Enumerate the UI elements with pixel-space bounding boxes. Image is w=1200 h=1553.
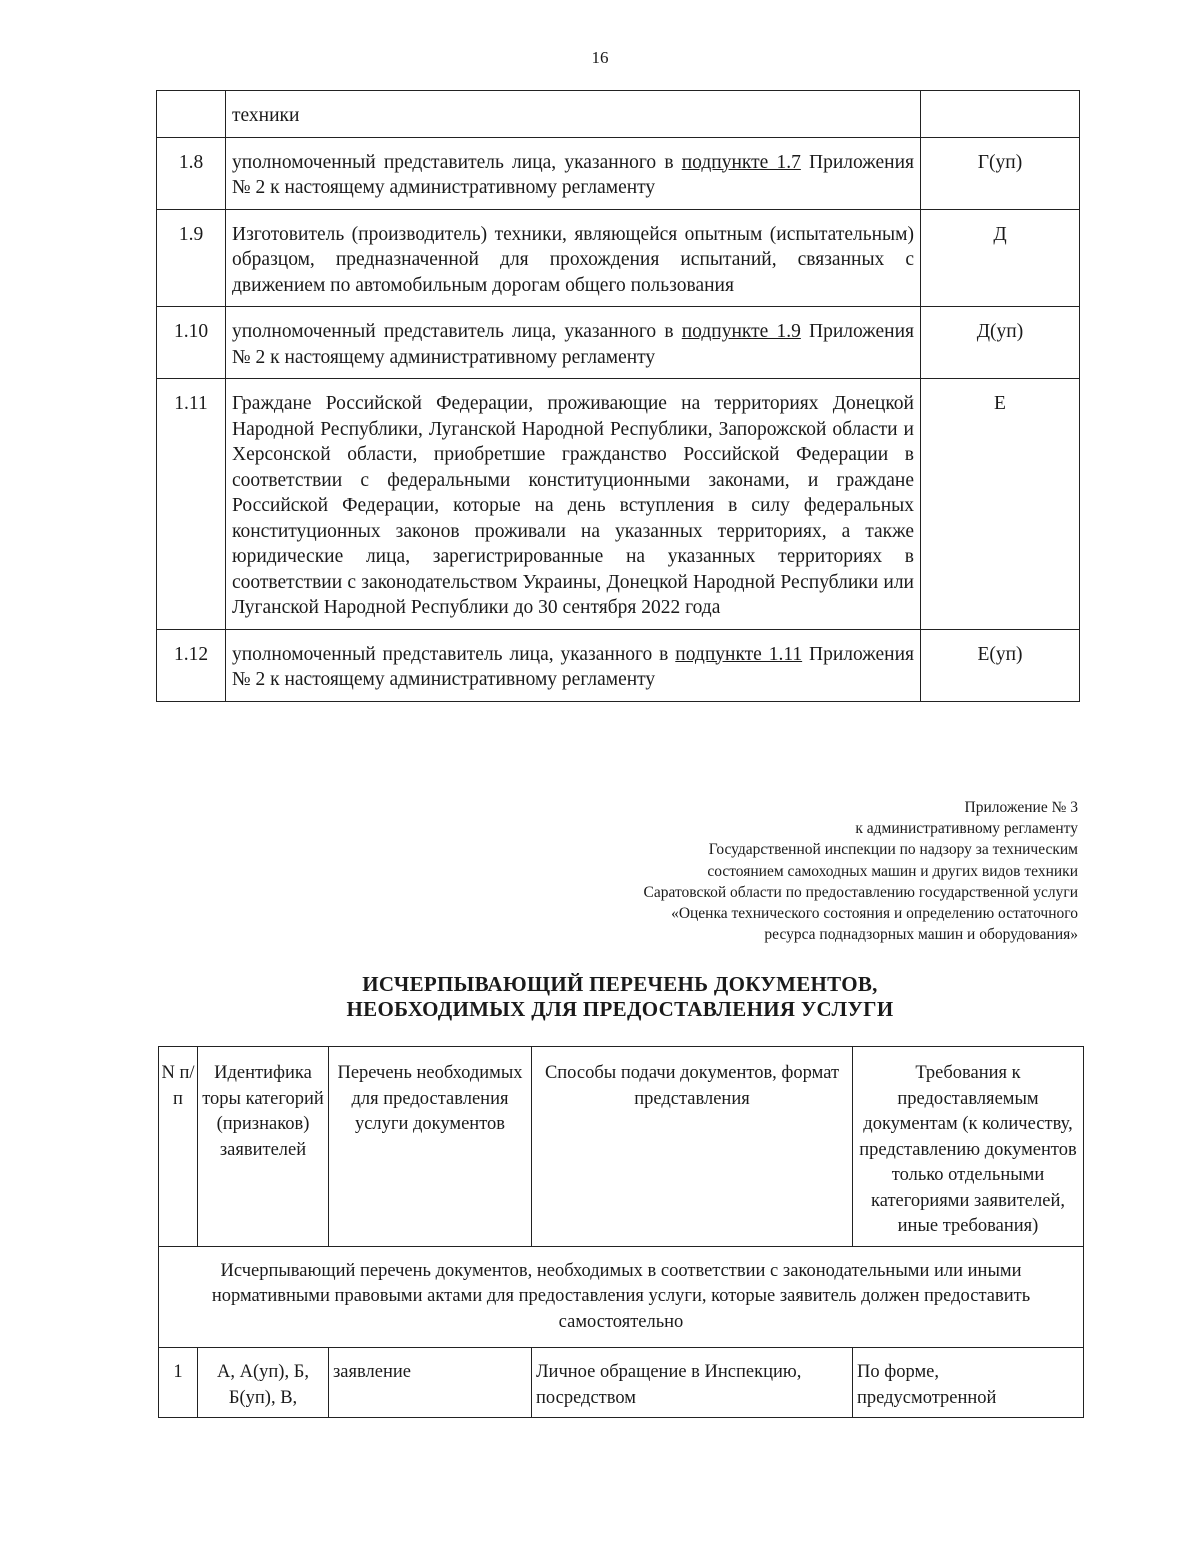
appendix-line: состоянием самоходных машин и других видов техники	[707, 862, 1078, 880]
subclause-link[interactable]: подпункте 1.9	[681, 321, 801, 342]
appendix-line: к административному регламенту	[855, 820, 1078, 838]
header-cell-number: N п/п	[159, 1047, 198, 1247]
row-number: 1	[159, 1348, 198, 1418]
row-requirements: По форме, предусмотренной	[853, 1348, 1084, 1418]
header-cell-categories: Идентифика торы категорий (признаков) заявителей	[198, 1047, 329, 1247]
row-number: 1.12	[157, 629, 226, 701]
applicant-categories-table	[156, 90, 1080, 702]
table-row	[157, 379, 1080, 630]
row-number: 1.11	[157, 379, 226, 630]
header-cell-documents: Перечень необходимых для предоставления услуги документов	[329, 1047, 532, 1247]
document-title: ИСЧЕРПЫВАЮЩИЙ ПЕРЕЧЕНЬ ДОКУМЕНТОВ, НЕОБХОДИМЫХ ДЛЯ ПРЕДОСТАВЛЕНИЯ УСЛУГИ	[346, 972, 894, 1021]
row-code: Е	[921, 379, 1080, 630]
appendix-line: Государственной инспекции по надзору за техническим	[708, 841, 1078, 859]
appendix-header	[644, 797, 1079, 945]
subclause-link[interactable]: подпункте 1.11	[675, 643, 803, 665]
appendix-line: ресурса поднадзорных машин и оборудования»	[764, 926, 1078, 944]
table-row	[157, 137, 1080, 209]
appendix-line: Саратовской области по предоставлению государственной услуги	[643, 883, 1078, 901]
row-method: Личное обращение в Инспекцию, посредством	[532, 1348, 853, 1418]
subclause-link[interactable]: подпункте 1.7	[681, 151, 801, 173]
row-number: 1.8	[157, 137, 226, 209]
row-text: уполномоченный представитель лица, указанного в подпункте 1.11 Приложения № 2 к настоящему административному регламенту	[226, 629, 921, 701]
table-row	[159, 1348, 1084, 1418]
header-cell-requirements: Требования к предоставляемым документам (к количеству, представлению документов только отдельными категориями заявителей, иные требования)	[853, 1047, 1084, 1247]
row-code: Д	[921, 209, 1080, 307]
table-row	[157, 209, 1080, 307]
page-number: 16	[591, 48, 609, 67]
table-header-row	[159, 1047, 1084, 1247]
row-code: Е(уп)	[921, 629, 1080, 701]
row-categories: А, А(уп), Б, Б(уп), В,	[198, 1348, 329, 1418]
appendix-line: Приложение № 3	[964, 799, 1078, 816]
row-text: Граждане Российской Федерации, проживающие на территориях Донецкой Народной Республики, Луганской Народной Республики, Запорожской области и Херсонской области, приобретшие гражданство Российской Федерации в соответствии с федеральными конституционными законами, и граждане Российской Федерации, которые на день вступления в силу федеральных конституционных законов проживали на указанных территориях, а также юридические лица, зарегистрированные на указанных территориях в соответствии с законодательством Украины, Донецкой Народной Республики или Луганской Народной Республики до 30 сентября 2022 года	[226, 379, 921, 630]
table-row	[157, 91, 1080, 138]
section-text: Исчерпывающий перечень документов, необходимых в соответствии с законодательными или иными нормативными правовыми актами для предоставления услуги, которые заявитель должен предоставить самостоятельно	[159, 1246, 1084, 1348]
table-section-row	[159, 1246, 1084, 1348]
table-row	[157, 629, 1080, 701]
row-code	[921, 91, 1080, 138]
table-row	[157, 307, 1080, 379]
documents-table	[158, 1046, 1084, 1418]
row-text: техники	[226, 91, 921, 138]
row-document: заявление	[329, 1348, 532, 1418]
header-cell-methods: Способы подачи документов, формат представления	[532, 1047, 853, 1247]
row-code: Г(уп)	[921, 137, 1080, 209]
row-text: уполномоченный представитель лица, указанного в подпункте 1.9 Приложения № 2 к настоящему административному регламенту	[226, 307, 921, 379]
row-number: 1.9	[157, 209, 226, 307]
appendix-line: «Оценка технического состояния и определению остаточного	[671, 905, 1078, 923]
row-number: 1.10	[157, 307, 226, 379]
row-number	[157, 91, 226, 138]
row-text: уполномоченный представитель лица, указанного в подпункте 1.7 Приложения № 2 к настоящему административному регламенту	[226, 137, 921, 209]
row-text: Изготовитель (производитель) техники, являющейся опытным (испытательным) образцом, предназначенной для прохождения испытаний, связанных с движением по автомобильным дорогам общего пользования	[226, 209, 921, 307]
row-code: Д(уп)	[921, 307, 1080, 379]
